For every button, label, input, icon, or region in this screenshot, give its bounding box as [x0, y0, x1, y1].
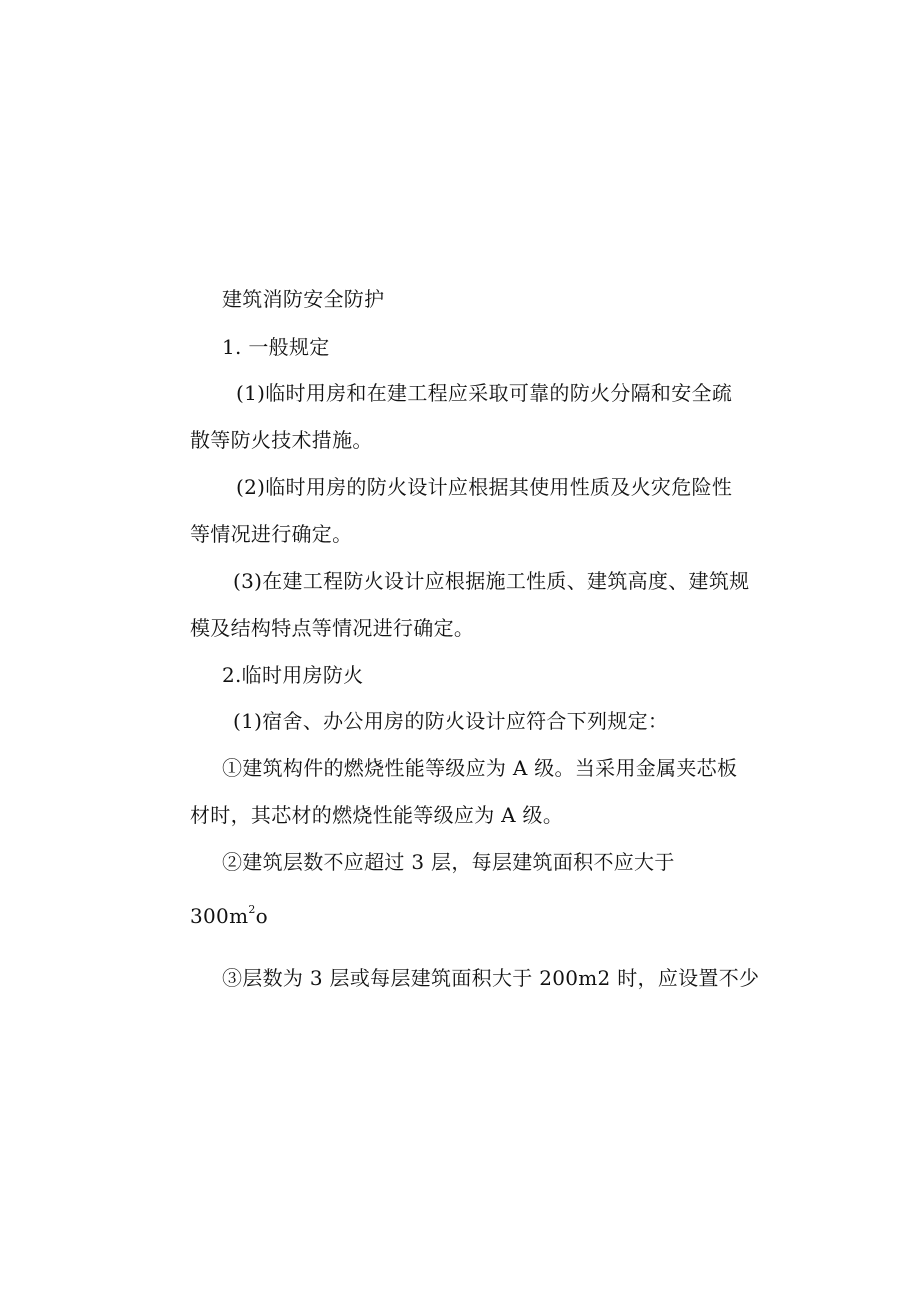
section-1-item-2-line-1: (2)临时用房的防火设计应根据其使用性质及火灾危险性: [236, 475, 733, 499]
section-1-item-3-line-2: 模及结构特点等情况进行确定。: [190, 616, 475, 640]
superscript-two: 2: [248, 903, 256, 917]
section-1-item-2-line-2: 等情况进行确定。: [190, 522, 353, 546]
section-2-heading: 2.临时用房防火: [222, 663, 364, 687]
section-2-point-1-line-1: ①建筑构件的燃烧性能等级应为 A 级。当采用金属夹芯板: [222, 756, 738, 780]
section-2-point-3-line-1: ③层数为 3 层或每层建筑面积大于 200m2 时，应设置不少: [222, 966, 760, 990]
section-1-item-1-line-1: (1)临时用房和在建工程应采取可靠的防火分隔和安全疏: [236, 381, 733, 405]
section-1-heading: 1. 一般规定: [222, 335, 330, 359]
section-2-point-2-line-2: [190, 904, 268, 928]
section-1-item-1-line-2: 散等防火技术措施。: [190, 428, 373, 452]
area-value-tail: o: [255, 904, 268, 928]
section-2-item-1: (1)宿舍、办公用房的防火设计应符合下列规定：: [233, 709, 669, 733]
area-value: 300m: [190, 904, 249, 928]
section-1-item-3-line-1: (3)在建工程防火设计应根据施工性质、建筑高度、建筑规: [233, 569, 750, 593]
section-2-point-2-line-1: ②建筑层数不应超过 3 层，每层建筑面积不应大于: [222, 850, 675, 874]
section-2-point-1-line-2: 材时，其芯材的燃烧性能等级应为 A 级。: [190, 803, 564, 827]
document-title: 建筑消防安全防护: [222, 287, 385, 311]
